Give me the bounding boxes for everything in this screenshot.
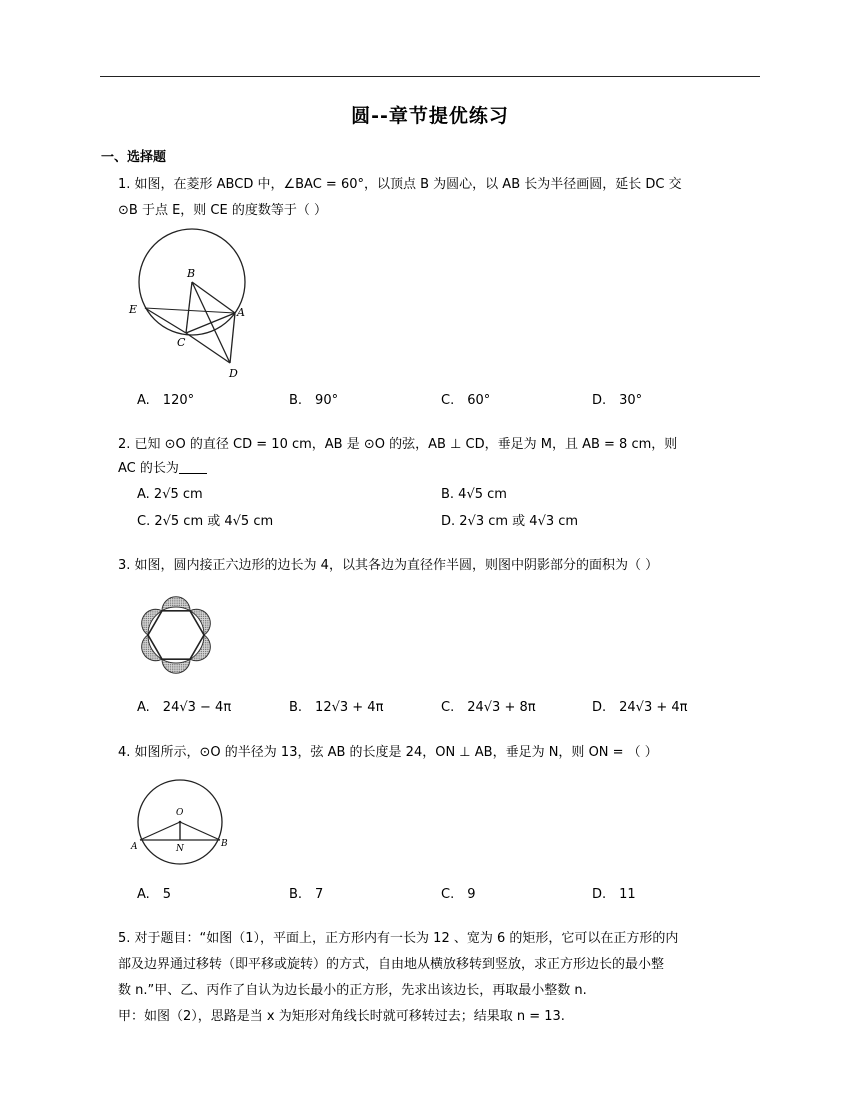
q1-label-e: E [129,303,138,316]
q5-line3: 数 n.”甲、乙、丙作了自认为边长最小的正方形，先求出该边长，再取最小整数 n. [118,983,587,998]
answer-blank[interactable] [179,461,207,474]
q4-label-n: N [176,844,184,854]
q1-option-b[interactable]: B. 90° [289,393,339,408]
header-rule [100,76,760,77]
q4-label-o: O [176,808,184,818]
q3-option-b[interactable]: B. 12√3 + 4π [289,700,384,715]
q1-figure-rhombus-circle [125,225,255,383]
q5-line2: 部及边界通过移转（即平移或旋转）的方式，自由地从横放移转到竖放，求正方形边长的最小整 [118,957,665,972]
q2-option-a[interactable]: A. 2√5 cm [137,487,203,502]
q1-option-a[interactable]: A. 120° [137,393,195,408]
q1-label-c: C [177,336,186,349]
q3-option-d[interactable]: D. 24√3 + 4π [592,700,688,715]
page-title: 圆--章节提优练习 [351,105,509,127]
q4-option-b[interactable]: B. 7 [289,887,324,902]
q3-figure-hexagon-semicircles [129,590,223,680]
q2-option-d[interactable]: D. 2√3 cm 或 4√3 cm [441,514,579,529]
q4-label-b: B [221,839,228,849]
q5-line4: 甲：如图（2），思路是当 x 为矩形对角线长时就可移转过去；结果取 n = 13. [118,1009,565,1024]
q2-option-b[interactable]: B. 4√5 cm [441,487,507,502]
section-heading: 一、选择题 [101,150,167,165]
q1-label-d: D [229,367,238,380]
q1-option-c[interactable]: C. 60° [441,393,491,408]
q3-option-c[interactable]: C. 24√3 + 8π [441,700,536,715]
q4-line1: 4. 如图所示，⊙O 的半径为 13，弦 AB 的长度是 24，ON ⊥ AB，垂足为 N，则 ON = （ ） [118,745,658,760]
q4-option-a[interactable]: A. 5 [137,887,172,902]
q1-option-d[interactable]: D. 30° [592,393,643,408]
q4-figure-circle-chord [128,770,234,866]
q4-label-a: A [131,842,138,852]
q3-option-a[interactable]: A. 24√3 − 4π [137,700,232,715]
q1-line2: ⊙B 于点 E，则 CE 的度数等于（ ） [118,203,327,218]
q2-line1: 2. 已知 ⊙O 的直径 CD = 10 cm，AB 是 ⊙O 的弦，AB ⊥ CD，垂足为 M，且 AB = 8 cm，则 [118,437,678,452]
q1-label-b: B [187,267,196,280]
q1-line1: 1. 如图，在菱形 ABCD 中，∠BAC = 60°，以顶点 B 为圆心，以 AB 长为半径画圆，延长 DC 交 [118,177,682,192]
q5-line1: 5. 对于题目：“如图（1），平面上，正方形内有一长为 12 、宽为 6 的矩形，它可以在正方形的内 [118,931,679,946]
q2-option-c[interactable]: C. 2√5 cm 或 4√5 cm [137,514,274,529]
q1-label-a: A [237,306,245,319]
q4-option-c[interactable]: C. 9 [441,887,476,902]
q3-line1: 3. 如图，圆内接正六边形的边长为 4，以其各边为直径作半圆，则图中阴影部分的面积为（ ） [118,558,659,573]
q2-line2: AC 的长为 [118,459,207,479]
q4-option-d[interactable]: D. 11 [592,887,636,902]
